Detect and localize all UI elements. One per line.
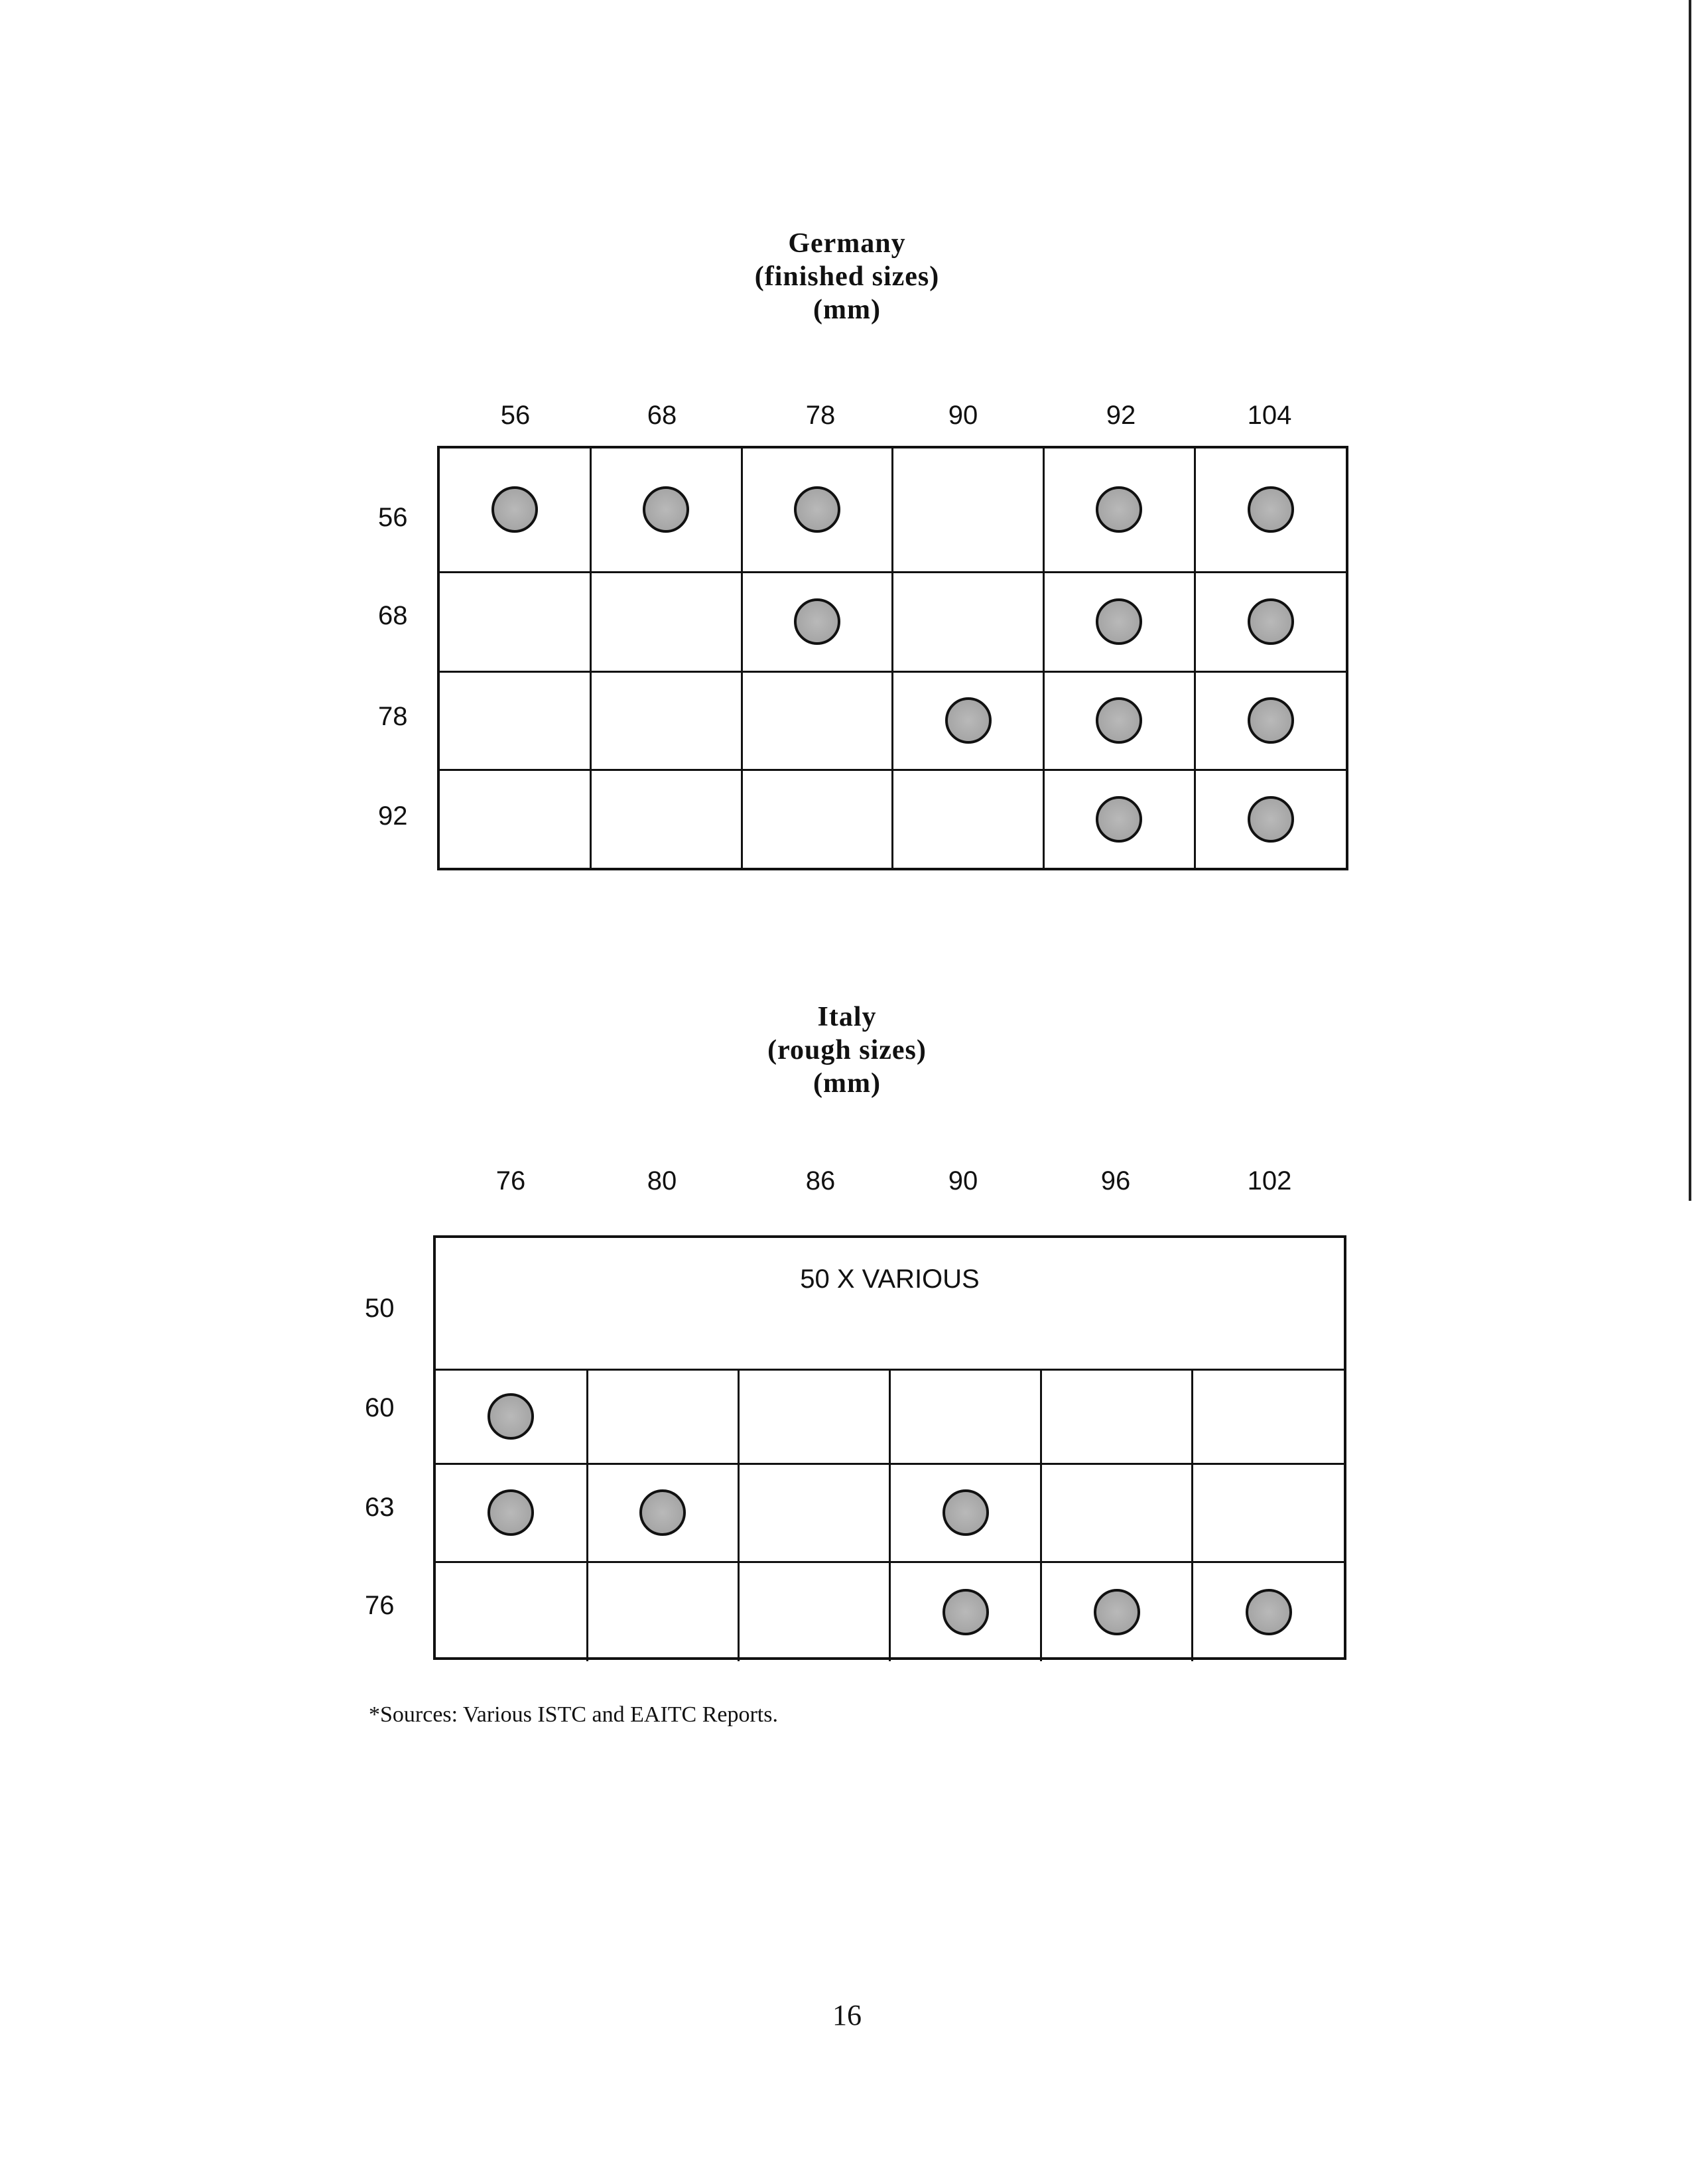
germany-title [0, 227, 1694, 326]
availability-dot-icon [1096, 598, 1142, 645]
availability-dot-icon [1094, 1589, 1140, 1635]
germany-row-56 [440, 448, 1346, 572]
availability-dot-icon [1096, 486, 1142, 533]
germany-cell [893, 572, 1044, 671]
italy-grid [433, 1235, 1346, 1660]
italy-cell [1193, 1464, 1344, 1562]
italy-title-line-2: (rough sizes) [767, 1035, 927, 1065]
availability-dot-icon [1248, 697, 1294, 744]
italy-cell [1041, 1562, 1193, 1661]
italy-row-50 [436, 1238, 1344, 1369]
italy-col-label-80: 80 [647, 1166, 677, 1195]
germany-cell [1195, 572, 1346, 671]
availability-dot-icon [1096, 796, 1142, 843]
italy-cell [587, 1562, 738, 1661]
germany-cell [742, 770, 893, 868]
germany-row-78 [440, 671, 1346, 770]
availability-dot-icon [1246, 1589, 1292, 1635]
italy-cell [587, 1369, 738, 1464]
italy-cell [436, 1369, 587, 1464]
germany-cell [893, 671, 1044, 770]
germany-cell [1044, 448, 1195, 572]
italy-cell [587, 1464, 738, 1562]
italy-col-label-102: 102 [1247, 1166, 1292, 1195]
various-sizes-cell: 50 X VARIOUS [436, 1238, 1344, 1369]
germany-cell [1044, 572, 1195, 671]
germany-cell [591, 572, 742, 671]
italy-cell [1193, 1562, 1344, 1661]
availability-dot-icon [794, 486, 840, 533]
italy-cell [738, 1562, 889, 1661]
page-number: 16 [832, 1999, 862, 2031]
availability-dot-icon [1248, 486, 1294, 533]
germany-cell [893, 448, 1044, 572]
germany-cell [1044, 671, 1195, 770]
germany-cell [591, 448, 742, 572]
germany-cell [1195, 770, 1346, 868]
italy-title-line-3: (mm) [813, 1068, 881, 1099]
germany-cell [893, 770, 1044, 868]
italy-cell [889, 1464, 1041, 1562]
sources-footnote: *Sources: Various ISTC and EAITC Reports. [369, 1702, 778, 1727]
italy-title-line-1: Italy [817, 1002, 877, 1032]
germany-col-label-104: 104 [1247, 401, 1292, 430]
germany-col-label-90: 90 [948, 401, 978, 430]
italy-cell [1041, 1464, 1193, 1562]
availability-dot-icon [943, 1489, 989, 1536]
availability-dot-icon [639, 1489, 686, 1536]
availability-dot-icon [945, 697, 992, 744]
germany-row-label-68: 68 [378, 601, 408, 630]
germany-cell [440, 770, 591, 868]
germany-row-label-78: 78 [378, 702, 408, 731]
availability-dot-icon [794, 598, 840, 645]
availability-dot-icon [1248, 796, 1294, 843]
germany-cell [1195, 448, 1346, 572]
italy-cell [436, 1464, 587, 1562]
germany-cell [742, 448, 893, 572]
germany-row-label-56: 56 [378, 503, 408, 532]
germany-title-line-3: (mm) [813, 295, 881, 325]
germany-cell [440, 448, 591, 572]
italy-cell [889, 1562, 1041, 1661]
availability-dot-icon [488, 1489, 534, 1536]
italy-title [0, 1000, 1694, 1100]
germany-cell [591, 671, 742, 770]
italy-cell [1193, 1369, 1344, 1464]
availability-dot-icon [643, 486, 689, 533]
germany-cell [440, 572, 591, 671]
italy-col-label-76: 76 [495, 1166, 526, 1195]
germany-col-label-68: 68 [647, 401, 677, 430]
italy-col-label-96: 96 [1100, 1166, 1131, 1195]
germany-title-line-2: (finished sizes) [754, 261, 940, 292]
availability-dot-icon [1248, 598, 1294, 645]
italy-col-label-90: 90 [948, 1166, 978, 1195]
italy-row-60 [436, 1369, 1344, 1464]
germany-cell [1195, 671, 1346, 770]
availability-dot-icon [488, 1393, 534, 1440]
italy-cell [889, 1369, 1041, 1464]
italy-row-63 [436, 1464, 1344, 1562]
italy-cell [738, 1369, 889, 1464]
italy-row-label-50: 50 [365, 1294, 395, 1323]
germany-col-label-56: 56 [500, 401, 531, 430]
germany-grid [437, 446, 1348, 870]
availability-dot-icon [943, 1589, 989, 1635]
italy-cell [738, 1464, 889, 1562]
italy-row-76 [436, 1562, 1344, 1661]
availability-dot-icon [491, 486, 538, 533]
germany-cell [440, 671, 591, 770]
germany-row-92 [440, 770, 1346, 868]
germany-col-label-78: 78 [805, 401, 836, 430]
germany-cell [1044, 770, 1195, 868]
germany-cell [591, 770, 742, 868]
germany-cell [742, 572, 893, 671]
italy-row-label-76: 76 [365, 1591, 395, 1620]
italy-cell [436, 1562, 587, 1661]
italy-row-label-60: 60 [365, 1393, 395, 1422]
italy-cell [1041, 1369, 1193, 1464]
germany-cell [742, 671, 893, 770]
italy-col-label-86: 86 [805, 1166, 836, 1195]
italy-row-label-63: 63 [365, 1493, 395, 1522]
germany-col-label-92: 92 [1106, 401, 1136, 430]
availability-dot-icon [1096, 697, 1142, 744]
germany-row-68 [440, 572, 1346, 671]
germany-row-label-92: 92 [378, 801, 408, 831]
germany-title-line-1: Germany [788, 228, 906, 259]
